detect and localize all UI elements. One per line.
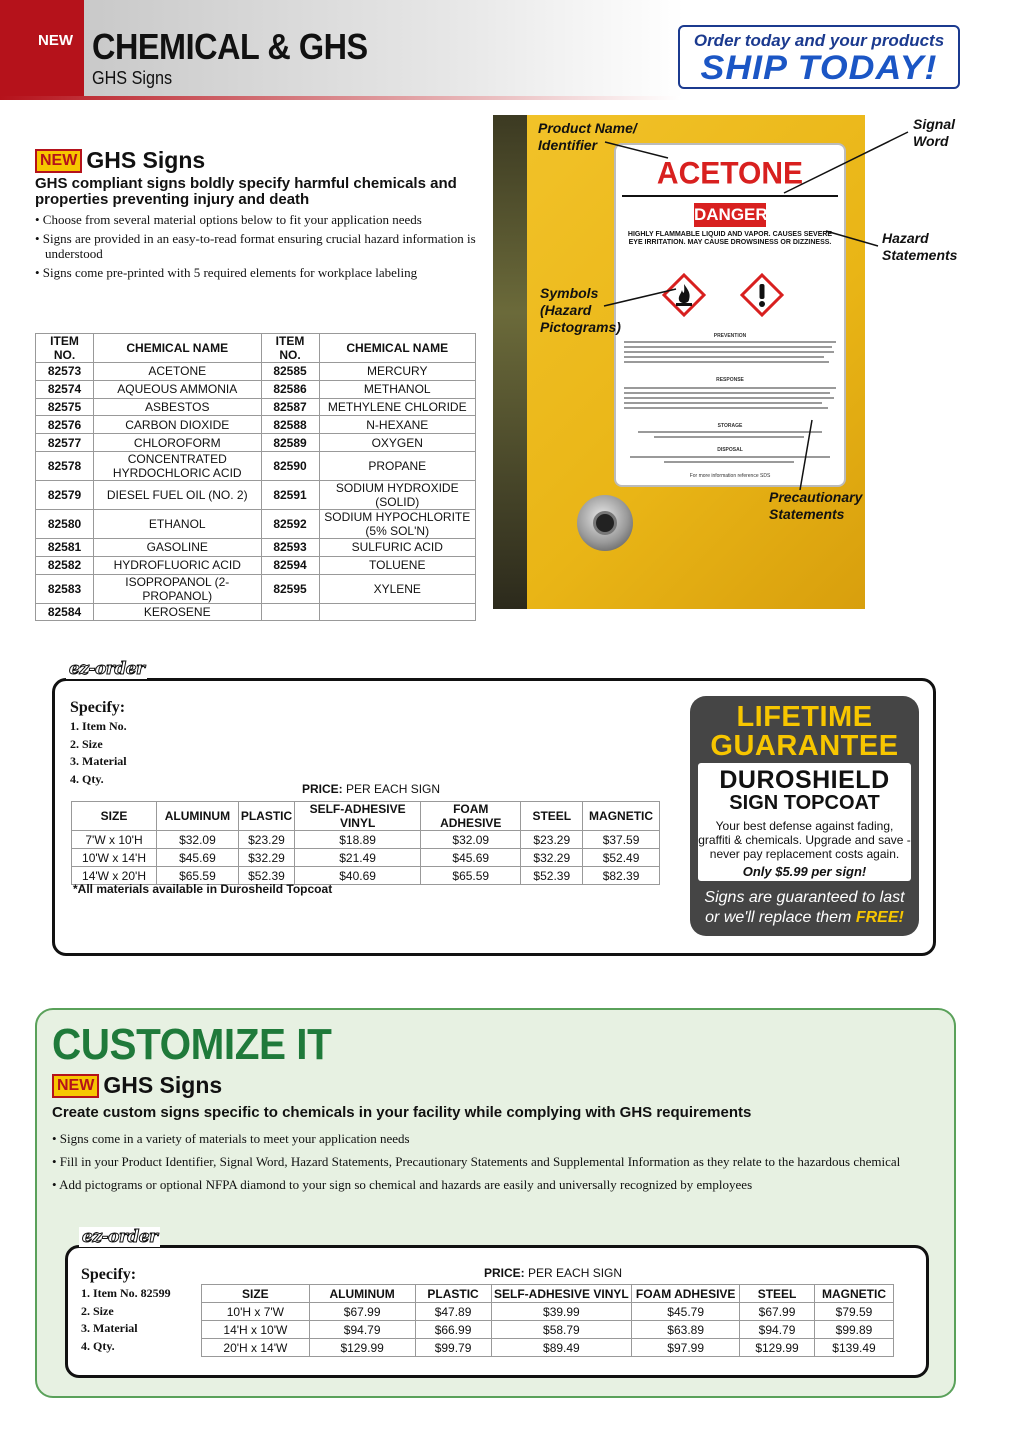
price-cell: $89.49	[491, 1339, 632, 1357]
chemical-name-cell: SODIUM HYDROXIDE (SOLID)	[319, 480, 476, 509]
price-cell: $32.09	[421, 831, 521, 849]
column-header: ALUMINUM	[157, 802, 239, 831]
ghs-sign-example	[616, 145, 844, 485]
item-number-cell: 82581	[36, 538, 94, 556]
chemical-name-cell: N-HEXANE	[319, 416, 476, 434]
item-number-cell: 82585	[261, 363, 319, 381]
customize-feature-list	[52, 1131, 932, 1200]
item-number-cell: 82577	[36, 434, 94, 452]
item-number-cell: 82574	[36, 380, 94, 398]
price-cell: $63.89	[632, 1321, 740, 1339]
item-number-cell: 82592	[261, 509, 319, 538]
column-header: CHEMICAL NAME	[319, 334, 476, 363]
guarantee-footer-line1: Signs are guaranteed to last	[704, 889, 905, 906]
item-number-cell: 82579	[36, 480, 94, 509]
ship-banner-top: Order today and your products	[693, 31, 945, 50]
price-cell: $58.79	[491, 1321, 632, 1339]
item-number-cell: 82587	[261, 398, 319, 416]
price-cell: $67.99	[740, 1303, 815, 1321]
table-row	[36, 603, 476, 621]
price-cell: $99.79	[415, 1339, 491, 1357]
item-number-cell: 82578	[36, 451, 94, 480]
price-table	[201, 1284, 894, 1357]
price-cell: $52.49	[583, 849, 660, 867]
chemical-name-cell: PROPANE	[319, 451, 476, 480]
feature-item: • Signs come pre-printed with 5 required elements for workplace labeling	[35, 265, 418, 280]
table-row	[36, 509, 476, 538]
price-cell: $40.69	[295, 867, 421, 885]
item-number-cell: 82573	[36, 363, 94, 381]
price-cell: $52.39	[238, 867, 294, 885]
chemical-name-cell	[319, 603, 476, 621]
price-label	[484, 1266, 622, 1280]
item-number-cell: 82583	[36, 574, 94, 603]
new-badge: NEW	[35, 149, 82, 173]
price-cell: $39.99	[491, 1303, 632, 1321]
column-header: PLASTIC	[238, 802, 294, 831]
guarantee-footer-line2	[690, 908, 919, 928]
feature-item: • Add pictograms or optional NFPA diamond to your sign so chemical and hazards are easily and universally recognized by employees	[52, 1177, 753, 1192]
chemical-name-cell: TOLUENE	[319, 556, 476, 574]
column-header: MAGNETIC	[814, 1285, 893, 1303]
page-title: CHEMICAL & GHS	[92, 26, 368, 67]
chemical-name-cell: SULFURIC ACID	[319, 538, 476, 556]
price-cell: $47.89	[415, 1303, 491, 1321]
column-header: SELF-ADHESIVE VINYL	[295, 802, 421, 831]
callout-signal-word: Signal Word	[913, 116, 956, 149]
chemical-name-cell: HYDROFLUORIC ACID	[94, 556, 262, 574]
table-row	[72, 849, 660, 867]
duroshield-title: DUROSHIELD	[719, 766, 890, 794]
table-row	[202, 1303, 894, 1321]
item-number-cell: 82591	[261, 480, 319, 509]
specify-title: Specify:	[70, 699, 126, 716]
size-cell: 7'W x 10'H	[72, 831, 157, 849]
price-label-key: PRICE:	[484, 1266, 525, 1280]
specify-item: 1. Item No.	[70, 719, 127, 733]
column-header: MAGNETIC	[583, 802, 660, 831]
table-header-row	[36, 334, 476, 363]
sign-prevention: PREVENTION	[713, 333, 747, 339]
callout-symbols: Symbols (Hazard Pictograms)	[540, 285, 621, 335]
item-number-cell: 82595	[261, 574, 319, 603]
customize-title: CUSTOMIZE IT	[52, 1020, 332, 1069]
callout-precautionary: Precautionary Statements	[769, 489, 863, 522]
table-row	[36, 363, 476, 381]
sign-storage: STORAGE	[717, 423, 743, 429]
price-cell: $97.99	[632, 1339, 740, 1357]
size-cell: 20'H x 14'W	[202, 1339, 310, 1357]
table-header-row	[202, 1285, 894, 1303]
feature-list	[35, 212, 495, 284]
price-cell: $45.69	[421, 849, 521, 867]
chemical-name-cell: CONCENTRATED HYRDOCHLORIC ACID	[94, 451, 262, 480]
chemical-name-cell: CARBON DIOXIDE	[94, 416, 262, 434]
specify-item: 3. Material	[81, 1321, 138, 1335]
duroshield-product: SIGN TOPCOAT	[729, 792, 880, 814]
price-cell: $94.79	[740, 1321, 815, 1339]
price-cell: $65.59	[421, 867, 521, 885]
item-number-cell: 82584	[36, 603, 94, 621]
feature-item: • Fill in your Product Identifier, Signal Word, Hazard Statements, Precautionary Statements and Supplemental Information as they relate to the hazardous chemical	[52, 1154, 901, 1169]
sign-sds-note: For more information reference SDS	[689, 473, 771, 479]
chemical-name-cell: ACETONE	[94, 363, 262, 381]
chemical-name-cell: ETHANOL	[94, 509, 262, 538]
specify-item: 3. Material	[70, 754, 127, 768]
column-header: PLASTIC	[415, 1285, 491, 1303]
size-cell: 14'H x 10'W	[202, 1321, 310, 1339]
customize-subtitle	[52, 1071, 222, 1099]
column-header: SELF-ADHESIVE VINYL	[491, 1285, 632, 1303]
price-cell: $23.29	[238, 831, 294, 849]
price-cell: $82.39	[583, 867, 660, 885]
specify-item: 2. Size	[70, 736, 103, 751]
new-badge: NEW	[52, 1074, 99, 1098]
chemical-name-cell: METHYLENE CHLORIDE	[319, 398, 476, 416]
column-header: SIZE	[202, 1285, 310, 1303]
page-subtitle: GHS Signs	[92, 68, 173, 88]
item-number-cell: 82580	[36, 509, 94, 538]
size-cell: 10'H x 7'W	[202, 1303, 310, 1321]
header-divider	[0, 96, 680, 100]
price-label-suffix: PER EACH SIGN	[528, 1266, 623, 1280]
price-cell: $67.99	[309, 1303, 415, 1321]
table-row	[36, 398, 476, 416]
ez-order-logo: ez-order	[79, 1227, 160, 1247]
table-row	[36, 380, 476, 398]
size-cell: 10'W x 14'H	[72, 849, 157, 867]
table-row	[202, 1321, 894, 1339]
lock-keyhole	[593, 511, 617, 535]
price-cell: $18.89	[295, 831, 421, 849]
section-title	[35, 146, 205, 174]
chemical-name-cell: MERCURY	[319, 363, 476, 381]
price-cell: $129.99	[740, 1339, 815, 1357]
chemical-name-cell: METHANOL	[319, 380, 476, 398]
chemical-name-cell: XYLENE	[319, 574, 476, 603]
table-row	[36, 434, 476, 452]
item-number-cell: 82589	[261, 434, 319, 452]
flame-pictogram-icon	[662, 273, 706, 317]
cabinet-lock	[577, 495, 633, 551]
size-cell: 14'W x 20'H	[72, 867, 157, 885]
guarantee-line1: LIFETIME	[736, 701, 873, 733]
customize-subtitle-text: GHS Signs	[103, 1072, 223, 1099]
sign-signal-word: DANGER	[694, 203, 766, 227]
price-cell: $32.09	[157, 831, 239, 849]
chemical-name-cell: OXYGEN	[319, 434, 476, 452]
new-tag: NEW	[0, 0, 84, 98]
customize-lead: Create custom signs specific to chemicals in your facility while complying with GHS requirements	[52, 1104, 752, 1121]
sign-fine-print	[624, 341, 836, 481]
duroshield-description: Your best defense against fading, graffiti & chemicals. Upgrade and save - never pay replacement costs again.	[698, 819, 911, 861]
price-cell: $65.59	[157, 867, 239, 885]
table-row	[36, 574, 476, 603]
price-cell: $52.39	[521, 867, 583, 885]
column-header: ITEM NO.	[36, 334, 94, 363]
ez-order-logo: ez-order	[66, 659, 147, 679]
sign-rule	[622, 195, 838, 197]
price-cell: $32.29	[238, 849, 294, 867]
chemical-name-cell: GASOLINE	[94, 538, 262, 556]
callout-hazard-statements: Hazard Statements	[882, 230, 958, 263]
specify-item: 4. Qty.	[70, 771, 104, 786]
section-title-text: GHS Signs	[86, 147, 206, 174]
price-cell: $139.49	[814, 1339, 893, 1357]
item-number-cell: 82594	[261, 556, 319, 574]
chemical-name-cell: DIESEL FUEL OIL (NO. 2)	[94, 480, 262, 509]
materials-note: *All materials available in Durosheild Topcoat	[73, 882, 333, 896]
chemical-name-cell: KEROSENE	[94, 603, 262, 621]
price-cell: $32.29	[521, 849, 583, 867]
table-row	[72, 831, 660, 849]
column-header: FOAM ADHESIVE	[632, 1285, 740, 1303]
item-number-cell: 82593	[261, 538, 319, 556]
feature-item: • Signs come in a variety of materials to meet your application needs	[52, 1131, 410, 1146]
guarantee-footer	[690, 888, 919, 928]
chemical-name-cell: AQUEOUS AMMONIA	[94, 380, 262, 398]
price-cell: $21.49	[295, 849, 421, 867]
specify-list	[81, 1265, 171, 1355]
price-cell: $79.59	[814, 1303, 893, 1321]
price-cell: $94.79	[309, 1321, 415, 1339]
price-cell: $99.89	[814, 1321, 893, 1339]
sign-product-name: ACETONE	[656, 156, 804, 191]
item-number-cell: 82575	[36, 398, 94, 416]
chemical-name-cell: CHLOROFORM	[94, 434, 262, 452]
table-header-row	[72, 802, 660, 831]
duroshield-box	[698, 763, 911, 881]
price-cell: $129.99	[309, 1339, 415, 1357]
price-cell: $37.59	[583, 831, 660, 849]
price-label	[302, 782, 440, 796]
price-cell: $66.99	[415, 1321, 491, 1339]
column-header: STEEL	[740, 1285, 815, 1303]
callout-product-name: Product Name/ Identifier	[538, 120, 637, 153]
feature-item: • Choose from several material options below to fit your application needs	[35, 212, 422, 227]
table-row	[36, 480, 476, 509]
item-number-cell: 82576	[36, 416, 94, 434]
ship-banner-main: SHIP TODAY!	[700, 49, 938, 87]
guarantee-footer-text: or we'll replace them	[705, 909, 852, 926]
price-cell: $23.29	[521, 831, 583, 849]
chemical-table	[35, 333, 476, 621]
sign-hazard-statements: HIGHLY FLAMMABLE LIQUID AND VAPOR. CAUSES SEVERE EYE IRRITATION. MAY CAUSE DROWSINESS OR DIZZINESS.	[627, 231, 833, 246]
price-cell: $45.79	[632, 1303, 740, 1321]
column-header: ALUMINUM	[309, 1285, 415, 1303]
photo-background	[493, 115, 527, 609]
item-number-cell	[261, 603, 319, 621]
specify-list	[70, 698, 127, 788]
column-header: ITEM NO.	[261, 334, 319, 363]
specify-item: 4. Qty.	[81, 1338, 115, 1353]
column-header: SIZE	[72, 802, 157, 831]
table-row	[36, 556, 476, 574]
duroshield-price: Only $5.99 per sign!	[742, 864, 867, 879]
sign-response: RESPONSE	[716, 377, 744, 383]
column-header: STEEL	[521, 802, 583, 831]
ship-today-banner	[678, 25, 960, 89]
specify-title: Specify:	[81, 1266, 137, 1283]
item-number-cell: 82590	[261, 451, 319, 480]
table-row	[202, 1339, 894, 1357]
chemical-name-cell: SODIUM HYPOCHLORITE (5% SOL'N)	[319, 509, 476, 538]
item-number-cell: 82586	[261, 380, 319, 398]
sign-disposal: DISPOSAL	[717, 447, 743, 453]
column-header: CHEMICAL NAME	[94, 334, 262, 363]
price-table	[71, 801, 660, 885]
column-header: FOAM ADHESIVE	[421, 802, 521, 831]
chemical-name-cell: ISOPROPANOL (2-PROPANOL)	[94, 574, 262, 603]
item-number-cell: 82588	[261, 416, 319, 434]
price-cell: $45.69	[157, 849, 239, 867]
item-number-cell: 82582	[36, 556, 94, 574]
table-row	[36, 451, 476, 480]
chemical-name-cell: ASBESTOS	[94, 398, 262, 416]
lifetime-guarantee-panel	[690, 696, 919, 936]
specify-item: 2. Size	[81, 1303, 114, 1318]
price-label-suffix: PER EACH SIGN	[346, 782, 441, 796]
product-photo	[493, 115, 865, 609]
section-lead: GHS compliant signs boldly specify harmful chemicals and properties preventing injury and death	[35, 175, 457, 208]
guarantee-line2: GUARANTEE	[710, 730, 899, 762]
specify-item: 1. Item No. 82599	[81, 1286, 171, 1300]
table-row	[36, 416, 476, 434]
feature-item: • Signs are provided in an easy-to-read format ensuring crucial hazard information is understood	[35, 231, 476, 261]
guarantee-free: FREE!	[855, 909, 904, 926]
table-row	[36, 538, 476, 556]
price-label-key: PRICE:	[302, 782, 343, 796]
exclamation-pictogram-icon	[740, 273, 784, 317]
